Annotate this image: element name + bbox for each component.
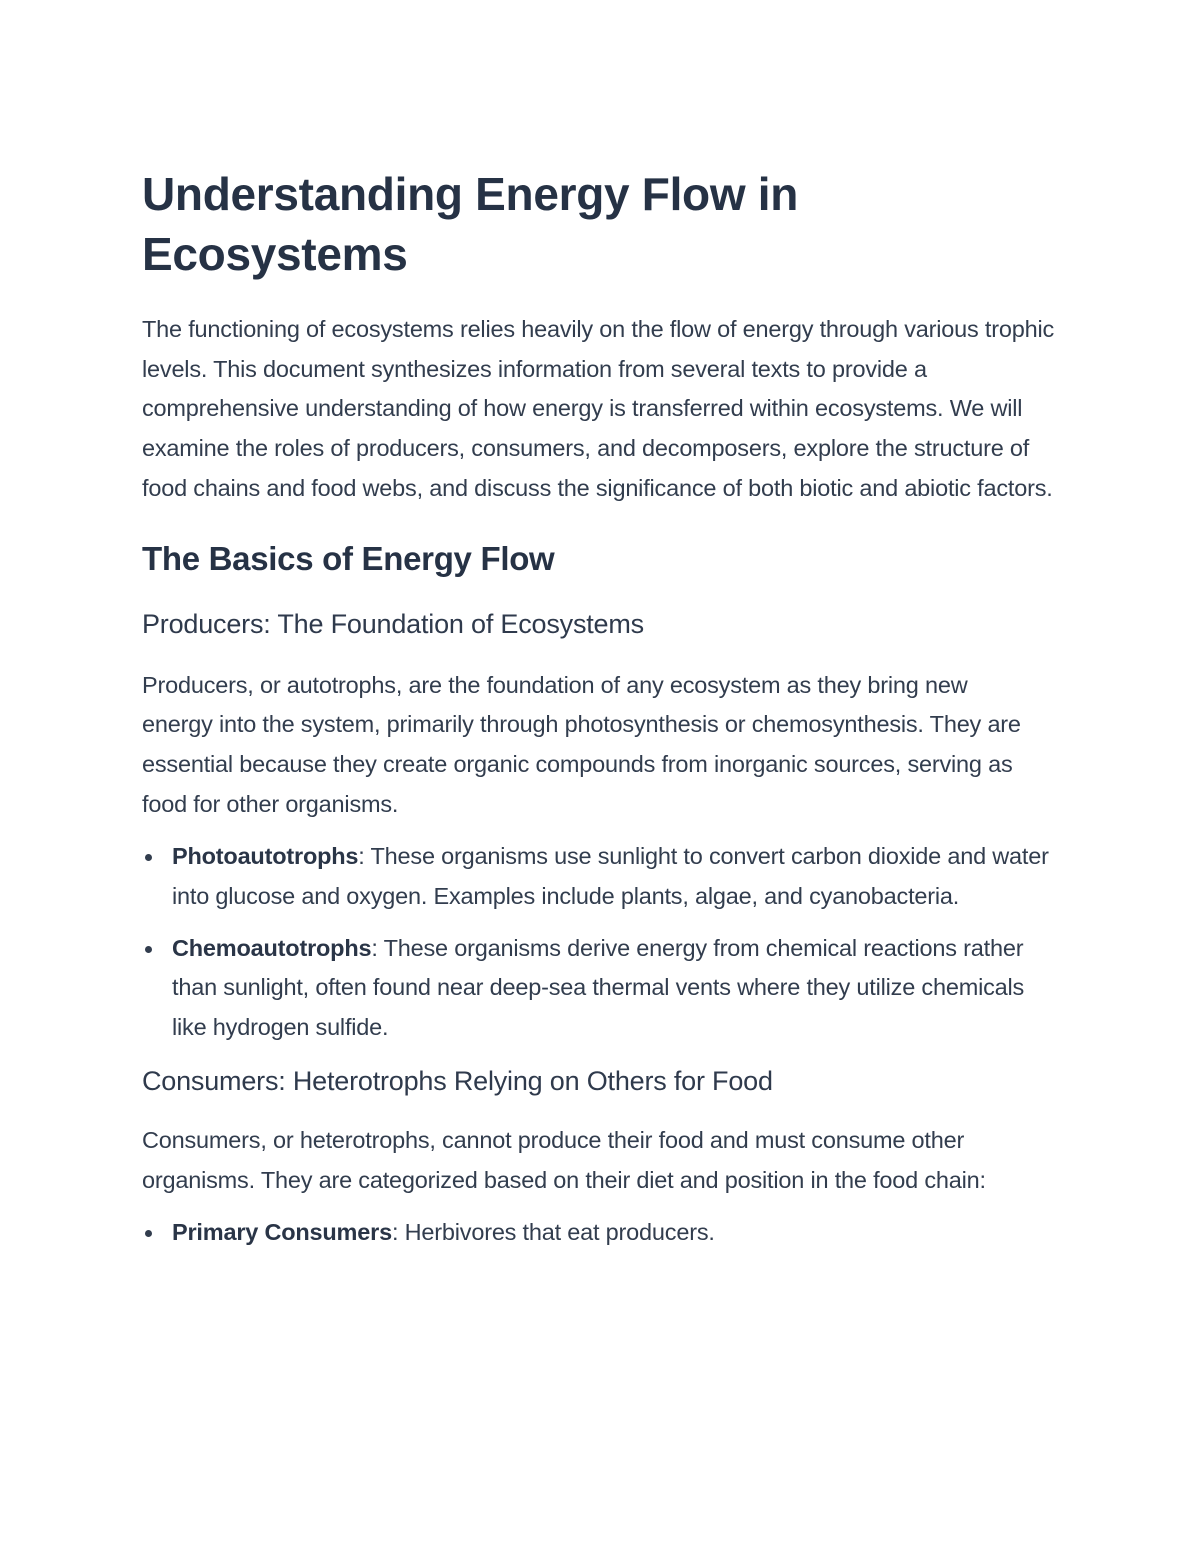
list-item-text: : These organisms use sunlight to convert carbon dioxide and water into glucose and oxygen. Examples include plants, algae, and cyanobacteria. [172,843,1049,910]
intro-paragraph: The functioning of ecosystems relies heavily on the flow of energy through various trophic levels. This document synthesizes information from several texts to provide a comprehensive understanding of how energy is transferred within ecosystems. We will examine the roles of producers, consumers, and decomposers, explore the structure of food chains and food webs, and discuss the significance of both biotic and abiotic factors. [142,316,1055,501]
bullet-icon [145,854,152,861]
list-item [142,837,1057,916]
producers-paragraph: Producers, or autotrophs, are the foundation of any ecosystem as they bring new energy into the system, primarily through photosynthesis or chemosynthesis. They are essential because they create organic compounds from inorganic sources, serving as food for other organisms. [142,671,1021,817]
subheading-producers: Producers: The Foundation of Ecosystems [142,608,644,639]
list-item [142,1213,1057,1253]
list-item-text: : Herbivores that eat producers. [391,1219,715,1246]
list-item-text: : These organisms derive energy from chemical reactions rather than sunlight, often found near deep-sea thermal vents where they utilize chemicals like hydrogen sulfide. [172,934,1025,1041]
document-page [142,164,1062,1253]
page-title: Understanding Energy Flow in Ecosystems [142,168,799,280]
consumers-paragraph: Consumers, or heterotrophs, cannot produce their food and must consume other organisms. They are categorized based on their diet and position in the food chain: [142,1126,986,1193]
consumers-list [142,1213,1057,1253]
bullet-icon [145,1230,152,1237]
list-item-term: Primary Consumers [172,1219,392,1246]
list-item-term: Photoautotrophs [172,843,359,870]
producers-list [142,837,1057,1048]
bullet-icon [145,946,152,953]
list-item [142,929,1057,1048]
subheading-consumers: Consumers: Heterotrophs Relying on Others for Food [142,1065,773,1096]
list-item-term: Chemoautotrophs [172,934,372,961]
section-heading-energy-flow: The Basics of Energy Flow [142,539,555,577]
